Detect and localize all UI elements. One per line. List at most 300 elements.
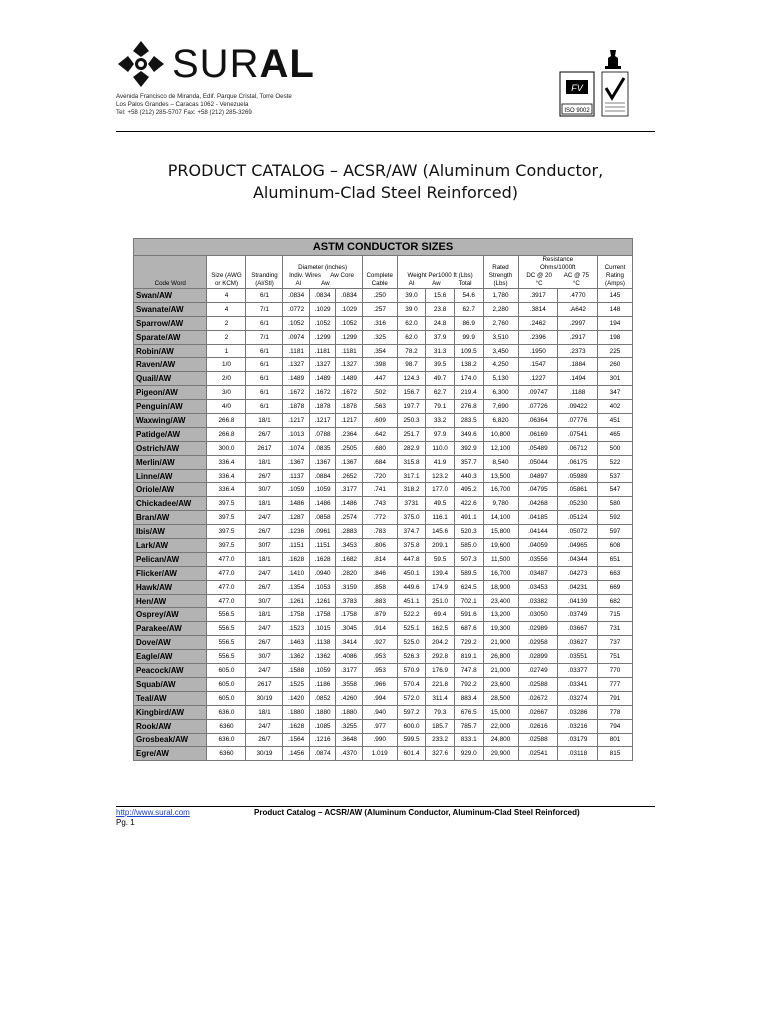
cell-size: 4	[207, 289, 246, 303]
cell-res-ac: .05989	[558, 469, 598, 483]
cell-res-ac: .05124	[558, 511, 598, 525]
cell-size: 336.4	[207, 455, 246, 469]
cell-complete-cable: .927	[362, 636, 397, 650]
cell-current-rating: 682	[598, 594, 633, 608]
header-ac: AC @ 75 °C	[563, 272, 589, 287]
table-row	[134, 427, 633, 441]
cell-aw-core: .1489	[336, 372, 362, 386]
cell-res-ac: .1494	[558, 372, 598, 386]
cell-res-dc: .05489	[518, 441, 558, 455]
cell-diam-al: .1588	[283, 664, 309, 678]
cell-weight-al: 450.1	[397, 566, 426, 580]
cell-res-dc: .03382	[518, 594, 558, 608]
cell-weight-al: 526.3	[397, 650, 426, 664]
cell-rated-strength: 3,450	[483, 344, 518, 358]
cell-diam-al: .1327	[283, 358, 309, 372]
cell-weight-al: 62.0	[397, 316, 426, 330]
header-current-rating: Current Rating (Amps)	[598, 256, 633, 289]
cell-diam-aw: .0884	[309, 469, 335, 483]
cell-res-dc: .04897	[518, 469, 558, 483]
cell-diam-aw: .1327	[309, 358, 335, 372]
cell-res-dc: .04185	[518, 511, 558, 525]
cell-diam-aw: .0940	[309, 566, 335, 580]
cell-weight-total: 883.4	[454, 691, 483, 705]
cell-rated-strength: 24,800	[483, 733, 518, 747]
cell-weight-aw: 177.0	[426, 483, 455, 497]
cell-diam-aw: .1181	[309, 344, 335, 358]
cell-size: 397.5	[207, 539, 246, 553]
header-diameter-group: Diameter (inches)	[298, 264, 347, 271]
cell-rated-strength: 2,760	[483, 316, 518, 330]
cell-res-ac: .03749	[558, 608, 598, 622]
cell-stranding: 6/1	[246, 316, 283, 330]
cell-weight-al: 375.0	[397, 511, 426, 525]
cell-complete-cable: .772	[362, 511, 397, 525]
cell-weight-total: 349.6	[454, 427, 483, 441]
cell-code-word: Kingbird/AW	[134, 705, 207, 719]
table-row	[134, 497, 633, 511]
cell-weight-aw: 39.5	[426, 358, 455, 372]
cell-diam-al: .1758	[283, 608, 309, 622]
cell-weight-total: 687.6	[454, 622, 483, 636]
cell-current-rating: 715	[598, 608, 633, 622]
cell-rated-strength: 18,900	[483, 580, 518, 594]
cell-res-ac: .03274	[558, 691, 598, 705]
cell-res-dc: .1950	[518, 344, 558, 358]
cell-diam-aw: .1052	[309, 316, 335, 330]
cell-diam-aw: .1299	[309, 330, 335, 344]
cell-code-word: Oriole/AW	[134, 483, 207, 497]
table-row	[134, 469, 633, 483]
cell-weight-al: 374.7	[397, 525, 426, 539]
cell-weight-al: 317.1	[397, 469, 426, 483]
cell-current-rating: 451	[598, 414, 633, 428]
cell-code-word: Grosbeak/AW	[134, 733, 207, 747]
cell-complete-cable: .940	[362, 705, 397, 719]
cell-weight-al: 525.1	[397, 622, 426, 636]
cell-diam-aw: .1138	[309, 636, 335, 650]
cell-res-dc: .02749	[518, 664, 558, 678]
cell-complete-cable: .953	[362, 650, 397, 664]
cell-weight-total: 785.7	[454, 719, 483, 733]
cell-diam-aw: .1628	[309, 552, 335, 566]
cell-res-ac: .03286	[558, 705, 598, 719]
cell-res-ac: .03118	[558, 747, 598, 761]
cell-diam-al: .1137	[283, 469, 309, 483]
cell-weight-total: 676.5	[454, 705, 483, 719]
cell-res-dc: .03050	[518, 608, 558, 622]
table-row	[134, 358, 633, 372]
website-link[interactable]: http://www.sural.com	[116, 808, 190, 817]
cell-weight-aw: 69.4	[426, 608, 455, 622]
cell-res-dc: .06364	[518, 414, 558, 428]
table-row	[134, 330, 633, 344]
cell-diam-al: .1151	[283, 539, 309, 553]
cell-aw-core: .2652	[336, 469, 362, 483]
cell-weight-aw: 251.0	[426, 594, 455, 608]
cell-res-dc: .2396	[518, 330, 558, 344]
cell-weight-total: 62.7	[454, 302, 483, 316]
cell-size: 477.0	[207, 580, 246, 594]
cell-diam-al: .1354	[283, 580, 309, 594]
cell-diam-al: .1878	[283, 400, 309, 414]
footer-divider	[116, 806, 655, 807]
cell-res-dc: .04795	[518, 483, 558, 497]
cell-diam-aw: .1186	[309, 677, 335, 691]
cell-aw-core: .4370	[336, 747, 362, 761]
cell-code-word: Sparate/AW	[134, 330, 207, 344]
cell-diam-al: .1362	[283, 650, 309, 664]
cell-res-dc: .02672	[518, 691, 558, 705]
cell-weight-al: 98.7	[397, 358, 426, 372]
cell-current-rating: 815	[598, 747, 633, 761]
cell-code-word: Ibis/AW	[134, 525, 207, 539]
cell-stranding: 7/1	[246, 330, 283, 344]
cell-res-ac: .06712	[558, 441, 598, 455]
footer-title: Product Catalog – ACSR/AW (Aluminum Conductor, Aluminum-Clad Steel Reinforced)	[254, 808, 580, 817]
cell-diam-aw: .0835	[309, 441, 335, 455]
cell-stranding: 18/1	[246, 608, 283, 622]
cell-rated-strength: 9,780	[483, 497, 518, 511]
cell-weight-total: 624.5	[454, 580, 483, 594]
cell-rated-strength: 21,000	[483, 664, 518, 678]
cell-res-dc: .03453	[518, 580, 558, 594]
cell-current-rating: 592	[598, 511, 633, 525]
cell-stranding: 26/7	[246, 469, 283, 483]
cell-weight-aw: 37.9	[426, 330, 455, 344]
cell-weight-aw: 139.4	[426, 566, 455, 580]
cell-weight-al: 62.0	[397, 330, 426, 344]
cell-size: 4/0	[207, 400, 246, 414]
table-row	[134, 302, 633, 316]
cell-current-rating: 737	[598, 636, 633, 650]
cell-aw-core: .2574	[336, 511, 362, 525]
cell-res-ac: .04231	[558, 580, 598, 594]
cell-weight-total: 792.2	[454, 677, 483, 691]
cell-weight-al: 449.6	[397, 580, 426, 594]
cell-complete-cable: .257	[362, 302, 397, 316]
cell-diam-al: .1628	[283, 719, 309, 733]
cell-aw-core: .4260	[336, 691, 362, 705]
cell-weight-aw: 31.3	[426, 344, 455, 358]
header-weight-total: Total	[458, 280, 472, 287]
company-address	[116, 93, 292, 117]
cell-current-rating: 597	[598, 525, 633, 539]
cell-res-dc: .02989	[518, 622, 558, 636]
cell-current-rating: 402	[598, 400, 633, 414]
table-row	[134, 525, 633, 539]
cell-complete-cable: 1.019	[362, 747, 397, 761]
cell-code-word: Ostrich/AW	[134, 441, 207, 455]
cell-size: 336.4	[207, 483, 246, 497]
cell-rated-strength: 4,250	[483, 358, 518, 372]
cell-code-word: Flicker/AW	[134, 566, 207, 580]
cell-res-ac: .04965	[558, 539, 598, 553]
cell-weight-total: 283.5	[454, 414, 483, 428]
cell-aw-core: .1327	[336, 358, 362, 372]
cell-code-word: Raven/AW	[134, 358, 207, 372]
cell-weight-al: 39.0	[397, 289, 426, 303]
cell-diam-aw: .1367	[309, 455, 335, 469]
cell-rated-strength: 3,510	[483, 330, 518, 344]
table-title: ASTM CONDUCTOR SIZES	[134, 239, 633, 256]
cell-rated-strength: 7,690	[483, 400, 518, 414]
cell-complete-cable: .741	[362, 483, 397, 497]
cell-diam-al: .1525	[283, 677, 309, 691]
cell-complete-cable: .953	[362, 664, 397, 678]
cell-res-ac: .03667	[558, 622, 598, 636]
page-number: Pg. 1	[116, 818, 135, 827]
cell-size: 397.5	[207, 497, 246, 511]
cell-weight-aw: 327.6	[426, 747, 455, 761]
header-diameter	[283, 256, 362, 289]
cell-res-ac: .03377	[558, 664, 598, 678]
cell-diam-aw: .0961	[309, 525, 335, 539]
cell-size: 2	[207, 316, 246, 330]
cell-aw-core: .1672	[336, 386, 362, 400]
cell-stranding: 24/7	[246, 664, 283, 678]
table-row	[134, 594, 633, 608]
cell-diam-aw: .1053	[309, 580, 335, 594]
cell-code-word: Pigeon/AW	[134, 386, 207, 400]
cell-complete-cable: .883	[362, 594, 397, 608]
table-row	[134, 316, 633, 330]
table-row	[134, 664, 633, 678]
cell-weight-al: 597.2	[397, 705, 426, 719]
cell-rated-strength: 5,130	[483, 372, 518, 386]
cell-weight-total: 833.1	[454, 733, 483, 747]
cell-weight-aw: 23.8	[426, 302, 455, 316]
cell-diam-aw: .1489	[309, 372, 335, 386]
cell-current-rating: 194	[598, 316, 633, 330]
cell-weight-al: 447.8	[397, 552, 426, 566]
cell-res-dc: .04268	[518, 497, 558, 511]
cell-stranding: 24/7	[246, 622, 283, 636]
table-row	[134, 414, 633, 428]
cell-code-word: Hawk/AW	[134, 580, 207, 594]
cell-res-ac: .03216	[558, 719, 598, 733]
cell-current-rating: 347	[598, 386, 633, 400]
cell-code-word: Quail/AW	[134, 372, 207, 386]
cell-size: 1/0	[207, 358, 246, 372]
cell-weight-total: 357.7	[454, 455, 483, 469]
cell-size: 6360	[207, 747, 246, 761]
cell-code-word: Eagle/AW	[134, 650, 207, 664]
header-dc: DC @ 20 °C	[526, 272, 552, 287]
cell-diam-al: .1367	[283, 455, 309, 469]
cell-complete-cable: .250	[362, 289, 397, 303]
cell-weight-total: 747.8	[454, 664, 483, 678]
cell-size: 556.5	[207, 622, 246, 636]
cell-rated-strength: 23,400	[483, 594, 518, 608]
cell-rated-strength: 14,100	[483, 511, 518, 525]
cell-complete-cable: .743	[362, 497, 397, 511]
cell-rated-strength: 6,300	[483, 386, 518, 400]
page-title-line-1: PRODUCT CATALOG – ACSR/AW (Aluminum Conductor,	[167, 161, 604, 180]
cell-rated-strength: 13,500	[483, 469, 518, 483]
cell-aw-core: .3045	[336, 622, 362, 636]
cell-size: 605.0	[207, 664, 246, 678]
cell-complete-cable: .398	[362, 358, 397, 372]
table-row	[134, 622, 633, 636]
cell-weight-aw: 116.1	[426, 511, 455, 525]
cell-stranding: 30/19	[246, 691, 283, 705]
sural-logo-icon	[116, 39, 166, 89]
table-row	[134, 608, 633, 622]
cell-aw-core: .3177	[336, 483, 362, 497]
cell-stranding: 6/1	[246, 400, 283, 414]
cell-res-dc: .2462	[518, 316, 558, 330]
cell-res-ac: .07541	[558, 427, 598, 441]
page-title	[116, 160, 655, 204]
cell-current-rating: 791	[598, 691, 633, 705]
cell-diam-aw: .1015	[309, 622, 335, 636]
cell-stranding: 6/1	[246, 372, 283, 386]
cell-res-dc: .1227	[518, 372, 558, 386]
cell-diam-aw: .1217	[309, 414, 335, 428]
table-row	[134, 747, 633, 761]
cell-weight-total: 219.4	[454, 386, 483, 400]
cell-code-word: Sparrow/AW	[134, 316, 207, 330]
cell-aw-core: .2364	[336, 427, 362, 441]
cell-diam-aw: .0874	[309, 747, 335, 761]
cell-weight-aw: 79.3	[426, 705, 455, 719]
cell-stranding: 30/7	[246, 594, 283, 608]
table-row	[134, 289, 633, 303]
cell-diam-aw: .1059	[309, 483, 335, 497]
cell-res-ac: .2373	[558, 344, 598, 358]
cell-diam-al: .1261	[283, 594, 309, 608]
cell-complete-cable: .684	[362, 455, 397, 469]
cell-weight-al: 522.2	[397, 608, 426, 622]
cell-diam-aw: .1085	[309, 719, 335, 733]
cell-res-dc: .09747	[518, 386, 558, 400]
cell-res-dc: .03487	[518, 566, 558, 580]
cell-size: 477.0	[207, 566, 246, 580]
cell-res-dc: .3917	[518, 289, 558, 303]
cell-res-ac: .05230	[558, 497, 598, 511]
cell-weight-aw: 79.1	[426, 400, 455, 414]
cell-diam-aw: .1261	[309, 594, 335, 608]
header-code-word: Code Word	[134, 256, 207, 289]
cell-current-rating: 669	[598, 580, 633, 594]
logo-sur: SUR	[172, 42, 260, 86]
cell-weight-aw: 185.7	[426, 719, 455, 733]
table-row	[134, 552, 633, 566]
cell-size: 2	[207, 330, 246, 344]
cell-stranding: 6/1	[246, 386, 283, 400]
cell-res-dc: .04059	[518, 539, 558, 553]
cell-aw-core: .2505	[336, 441, 362, 455]
cell-res-ac: .04344	[558, 552, 598, 566]
cell-size: 336.4	[207, 469, 246, 483]
cell-diam-aw: .1758	[309, 608, 335, 622]
cell-aw-core: .3783	[336, 594, 362, 608]
cell-diam-al: .1672	[283, 386, 309, 400]
cell-size: 556.5	[207, 608, 246, 622]
cell-aw-core: .4086	[336, 650, 362, 664]
cell-weight-al: 315.8	[397, 455, 426, 469]
table-row	[134, 650, 633, 664]
cell-res-ac: .05072	[558, 525, 598, 539]
cell-weight-total: 491.1	[454, 511, 483, 525]
cell-diam-aw: .0852	[309, 691, 335, 705]
cell-aw-core: .3414	[336, 636, 362, 650]
header-resistance-group: Resistance Ohms/1000ft	[540, 256, 576, 271]
cell-current-rating: 580	[598, 497, 633, 511]
cell-res-dc: .02588	[518, 733, 558, 747]
cell-code-word: Chickadee/AW	[134, 497, 207, 511]
cell-diam-aw: .1362	[309, 650, 335, 664]
cell-res-ac: .06175	[558, 455, 598, 469]
cell-size: 397.5	[207, 525, 246, 539]
cell-diam-aw: .1029	[309, 302, 335, 316]
cell-diam-al: .1059	[283, 483, 309, 497]
cell-weight-aw: 162.5	[426, 622, 455, 636]
cell-code-word: Lark/AW	[134, 539, 207, 553]
table-row	[134, 455, 633, 469]
cell-size: 2/0	[207, 372, 246, 386]
cell-aw-core: .1217	[336, 414, 362, 428]
cell-weight-al: 251.7	[397, 427, 426, 441]
table-row	[134, 733, 633, 747]
cell-diam-aw: .1880	[309, 705, 335, 719]
cell-diam-aw: .1878	[309, 400, 335, 414]
cell-weight-al: 375.8	[397, 539, 426, 553]
cell-aw-core: .3159	[336, 580, 362, 594]
cell-weight-al: 600.0	[397, 719, 426, 733]
cell-complete-cable: .447	[362, 372, 397, 386]
cell-current-rating: 778	[598, 705, 633, 719]
cell-res-dc: .02958	[518, 636, 558, 650]
cell-current-rating: 663	[598, 566, 633, 580]
cell-stranding: 30/7	[246, 650, 283, 664]
cell-code-word: Penguin/AW	[134, 400, 207, 414]
cell-res-dc: .05044	[518, 455, 558, 469]
cell-weight-total: 276.8	[454, 400, 483, 414]
cell-diam-al: .1486	[283, 497, 309, 511]
cell-complete-cable: .325	[362, 330, 397, 344]
cell-rated-strength: 19,600	[483, 539, 518, 553]
cell-current-rating: 225	[598, 344, 633, 358]
cell-weight-aw: 233.2	[426, 733, 455, 747]
cell-aw-core: .3255	[336, 719, 362, 733]
cell-code-word: Swan/AW	[134, 289, 207, 303]
cell-weight-aw: 97.9	[426, 427, 455, 441]
cell-code-word: Waxwing/AW	[134, 414, 207, 428]
cell-res-dc: .02899	[518, 650, 558, 664]
cell-aw-core: .1758	[336, 608, 362, 622]
table-row	[134, 483, 633, 497]
cell-aw-core: .0834	[336, 289, 362, 303]
cell-rated-strength: 29,900	[483, 747, 518, 761]
cell-res-ac: .03179	[558, 733, 598, 747]
cell-weight-total: 591.6	[454, 608, 483, 622]
cell-aw-core: .1367	[336, 455, 362, 469]
cell-stranding: 24/7	[246, 719, 283, 733]
cell-rated-strength: 19,300	[483, 622, 518, 636]
cell-stranding: 18/1	[246, 414, 283, 428]
cell-rated-strength: 10,800	[483, 427, 518, 441]
address-line-2: Los Palos Grandes – Caracas 1062 - Venezuela	[116, 101, 249, 108]
cell-rated-strength: 2,280	[483, 302, 518, 316]
cell-aw-core: .3648	[336, 733, 362, 747]
cell-code-word: Hen/AW	[134, 594, 207, 608]
cell-stranding: 6/1	[246, 358, 283, 372]
cell-weight-total: 174.0	[454, 372, 483, 386]
cell-weight-aw: 123.2	[426, 469, 455, 483]
cell-rated-strength: 11,500	[483, 552, 518, 566]
